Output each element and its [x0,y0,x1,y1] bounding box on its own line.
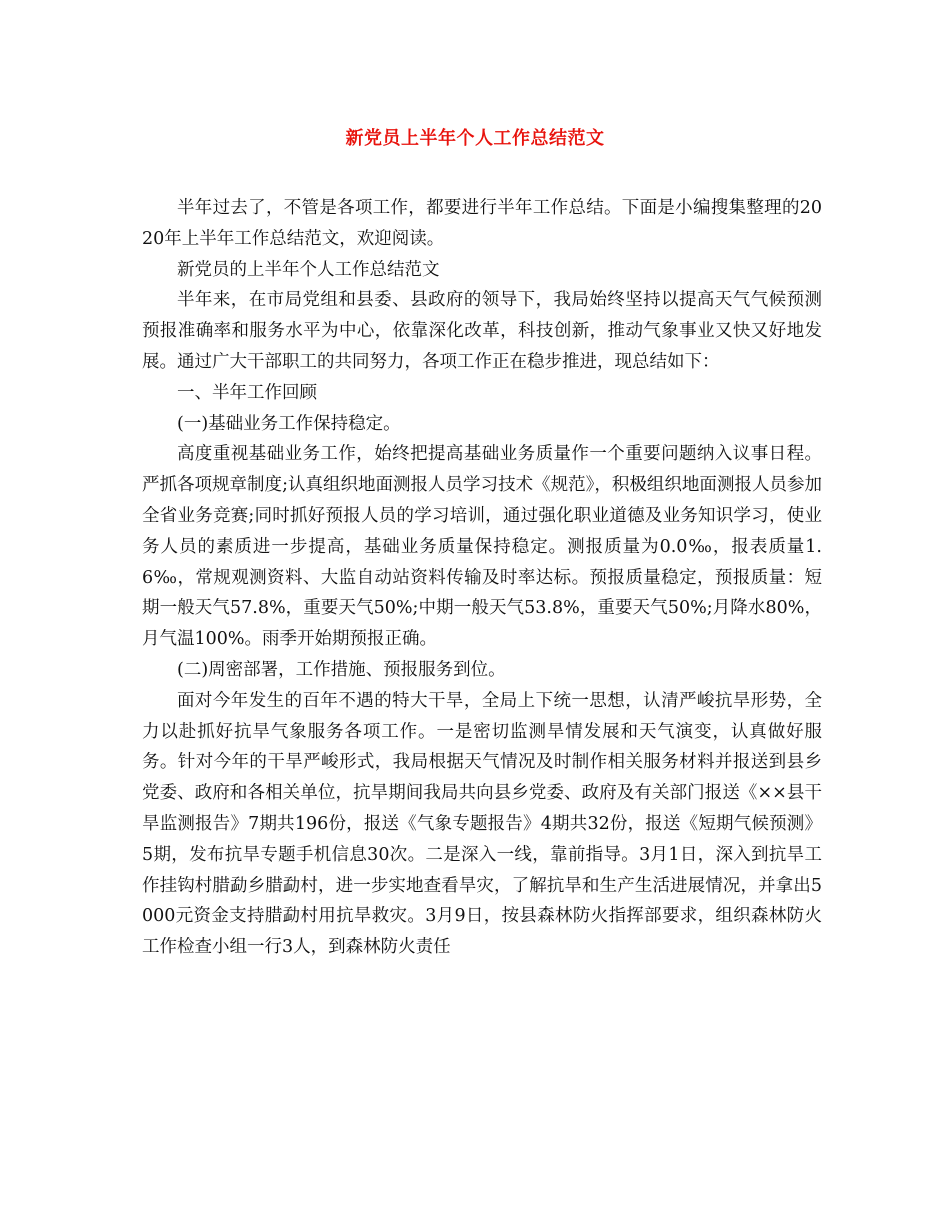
document-body [142,193,822,963]
section-heading: 一、半年工作回顾 [177,382,317,403]
intro-paragraph: 半年过去了，不管是各项工作，都要进行半年工作总结。下面是小编搜集整理的2020年上半年工作总结范文，欢迎阅读。 [142,198,822,249]
overview-paragraph: 半年来，在市局党组和县委、县政府的领导下，我局始终坚持以提高天气气候预测预报准确率和服务水平为中心，依靠深化改革，科技创新，推动气象事业又快又好地发展。通过广大干部职工的共同努力，各项工作正在稳步推进，现总结如下： [142,290,822,372]
subsection-heading: (二)周密部署，工作措施、预报服务到位。 [177,659,506,680]
body-paragraph: 高度重视基础业务工作，始终把提高基础业务质量作一个重要问题纳入议事日程。严抓各项规章制度;认真组织地面测报人员学习技术《规范》，积极组织地面测报人员参加全省业务竞赛;同时抓好预报人员的学习培训，通过强化职业道德及业务知识学习，使业务人员的素质进一步提高，基础业务质量保持稳定。测报质量为0.0‰，报表质量1.6‰，常规观测资料、大监自动站资料传输及时率达标。预报质量稳定，预报质量：短期一般天气57.8%，重要天气50%;中期一般天气53.8%，重要天气50%;月降水80%，月气温100%。雨季开始期预报正确。 [142,444,822,650]
body-paragraph: 面对今年发生的百年不遇的特大干旱，全局上下统一思想，认清严峻抗旱形势，全力以赴抓好抗旱气象服务各项工作。一是密切监测旱情发展和天气演变，认真做好服务。针对今年的干旱严峻形式，我局根据天气情况及时制作相关服务材料并报送到县乡党委、政府和各相关单位，抗旱期间我局共向县乡党委、政府及有关部门报送《××县干旱监测报告》7期共196份，报送《气象专题报告》4期共32份，报送《短期气候预测》5期，发布抗旱专题手机信息30次。二是深入一线，靠前指导。3月1日，深入到抗旱工作挂钩村腊勐乡腊勐村，进一步实地查看旱灾，了解抗旱和生产生活进展情况，并拿出5000元资金支持腊勐村用抗旱救灾。3月9日，按县森林防火指挥部要求，组织森林防火工作检查小组一行3人，到森林防火责任 [142,690,822,958]
subtitle-paragraph: 新党员的上半年个人工作总结范文 [177,259,440,280]
document-title: 新党员上半年个人工作总结范文 [345,128,605,149]
subsection-heading: (一)基础业务工作保持稳定。 [177,413,401,434]
